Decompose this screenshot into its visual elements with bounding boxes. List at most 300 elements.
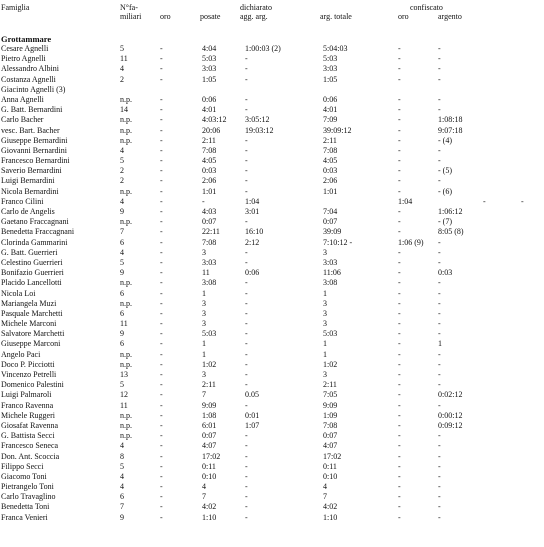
oro-value: - xyxy=(160,431,163,441)
agg-arg-value: 1:07 xyxy=(245,420,260,430)
posate-value: 0:06 xyxy=(202,94,217,104)
col-header-nfamiliari-line2: miliari xyxy=(120,12,142,21)
n-familiari: n.p. xyxy=(120,278,132,288)
posate-value: 3 xyxy=(202,308,206,318)
oro-value: - xyxy=(160,502,163,512)
confiscato-argento-value: - xyxy=(438,176,441,186)
confiscato-oro-value: - xyxy=(398,359,401,369)
table-row xyxy=(0,278,544,288)
oro-value: - xyxy=(160,44,163,53)
n-familiari: 9 xyxy=(120,207,124,216)
n-familiari: 4 xyxy=(120,482,124,492)
n-familiari: n.p. xyxy=(120,115,132,125)
posate-value: 0:10 xyxy=(202,471,217,481)
posate-value: 7 xyxy=(202,390,206,400)
confiscato-argento-value: - xyxy=(438,288,441,298)
agg-arg-value: - xyxy=(245,451,248,461)
confiscato-argento-value: 0:03 xyxy=(438,268,453,278)
oro-value: - xyxy=(160,482,163,492)
oro-value: - xyxy=(160,370,163,379)
agg-arg-value: - xyxy=(245,308,248,318)
oro-value: - xyxy=(160,461,163,471)
confiscato-argento-value: - xyxy=(438,257,441,267)
col-header-arg-totale: arg. totale xyxy=(320,12,352,21)
agg-arg-value: - xyxy=(245,339,248,349)
table-row xyxy=(0,411,544,421)
posate-value: 11 xyxy=(202,268,210,278)
oro-value: - xyxy=(160,268,163,278)
agg-arg-value: - xyxy=(245,400,248,410)
confiscato-argento-value: - xyxy=(438,156,441,166)
n-familiari: n.p. xyxy=(120,359,132,369)
table-row xyxy=(0,146,544,156)
arg-totale-value: 0:03 xyxy=(323,166,338,176)
posate-value: 1:01 xyxy=(202,186,217,196)
family-name: Celestino Guerrieri xyxy=(1,257,63,267)
arg-totale-value: 5:03 xyxy=(323,54,338,64)
posate-value: 7:08 xyxy=(202,145,217,155)
oro-value: - xyxy=(160,471,163,481)
n-familiari: 9 xyxy=(120,329,124,339)
confiscato-argento-value: - xyxy=(438,370,441,379)
confiscato-argento-value: - xyxy=(438,502,441,512)
posate-value: 3:03 xyxy=(202,64,217,74)
agg-arg-value: - xyxy=(245,247,248,257)
posate-value: 1 xyxy=(202,349,206,359)
confiscato-oro-value: - xyxy=(398,74,401,84)
confiscato-oro-value: - xyxy=(398,166,401,176)
confiscato-oro-value: - xyxy=(398,482,401,492)
arg-totale-value: 1:02 xyxy=(323,359,338,369)
agg-arg-value: - xyxy=(245,166,248,176)
n-familiari: 2 xyxy=(120,166,124,176)
family-name: Benedetta Fraccagnani xyxy=(1,227,75,237)
oro-value: - xyxy=(160,196,163,206)
confiscato-oro-value: 1:04 xyxy=(398,196,413,206)
table-row xyxy=(0,431,544,441)
confiscato-oro-value: - xyxy=(398,410,401,420)
posate-value: 1 xyxy=(202,288,206,298)
confiscato-argento-value: - xyxy=(438,247,441,257)
col-header-confiscato-argento: argento xyxy=(438,12,462,21)
oro-value: - xyxy=(160,410,163,420)
arg-totale-value: 4:01 xyxy=(323,105,338,115)
confiscato-oro-value: - xyxy=(398,319,401,329)
arg-totale-value: 7 xyxy=(323,492,327,502)
n-familiari: 5 xyxy=(120,461,124,471)
posate-value: 1 xyxy=(202,339,206,349)
family-name: Michele Ruggeri xyxy=(1,410,55,420)
posate-value: 0:11 xyxy=(202,461,216,471)
agg-arg-value: 0.05 xyxy=(245,390,259,400)
family-name: Pietro Agnelli xyxy=(1,54,46,64)
table-row xyxy=(0,421,544,431)
agg-arg-value: - xyxy=(245,94,248,104)
oro-value: - xyxy=(160,512,163,522)
family-name: Giosafat Ravenna xyxy=(1,420,59,430)
n-familiari: 11 xyxy=(120,400,128,410)
posate-value: 2:11 xyxy=(202,380,216,390)
family-name: G. Battista Secci xyxy=(1,431,55,441)
agg-arg-value: - xyxy=(245,156,248,166)
confiscato-argento-value: - xyxy=(438,380,441,390)
n-familiari: 4 xyxy=(120,441,124,451)
agg-arg-value: - xyxy=(245,298,248,308)
family-name: Alessandro Albini xyxy=(1,64,59,74)
confiscato-oro-value: - xyxy=(398,390,401,400)
family-name: Placido Lancellotti xyxy=(1,278,62,288)
oro-value: - xyxy=(160,420,163,430)
arg-totale-value: 0:10 xyxy=(323,471,338,481)
n-familiari: 9 xyxy=(120,512,124,522)
table-row xyxy=(0,390,544,400)
oro-value: - xyxy=(160,125,163,135)
agg-arg-value: - xyxy=(245,54,248,64)
family-name: Anna Agnelli xyxy=(1,94,44,104)
section-title: Grottammare xyxy=(1,34,52,44)
family-name: Filippo Secci xyxy=(1,461,44,471)
confiscato-oro-value: - xyxy=(398,400,401,410)
n-familiari: n.p. xyxy=(120,94,132,104)
agg-arg-value: - xyxy=(245,329,248,339)
agg-arg-value: - xyxy=(245,431,248,441)
confiscato-argento-value: - xyxy=(438,400,441,410)
family-name: Carlo Travaglino xyxy=(1,492,56,502)
table-row xyxy=(0,136,544,146)
family-name: Cesare Agnelli xyxy=(1,44,49,53)
agg-arg-value: - xyxy=(245,145,248,155)
arg-totale-value: 11:06 xyxy=(323,268,341,278)
confiscato-oro-value: - xyxy=(398,420,401,430)
agg-arg-value: - xyxy=(245,492,248,502)
arg-totale-value: 39:09 xyxy=(323,227,342,237)
oro-value: - xyxy=(160,156,163,166)
posate-value: 7 xyxy=(202,492,206,502)
family-name: Franco Cilini xyxy=(1,196,44,206)
n-familiari: 9 xyxy=(120,268,124,278)
table-row xyxy=(0,360,544,370)
table-row xyxy=(0,156,544,166)
n-familiari: 4 xyxy=(120,471,124,481)
table-row xyxy=(0,258,544,268)
agg-arg-value: 2:12 xyxy=(245,237,260,247)
n-familiari: n.p. xyxy=(120,410,132,420)
arg-totale-value: 3 xyxy=(323,308,327,318)
confiscato-argento-value: 0:09:12 xyxy=(438,420,463,430)
family-name: Saverio Bernardini xyxy=(1,166,62,176)
confiscato-argento-value: - xyxy=(438,44,441,53)
family-name: Giuseppe Marconi xyxy=(1,339,61,349)
posate-value: 4:07 xyxy=(202,441,217,451)
confiscato-oro-value: - xyxy=(398,44,401,53)
posate-value: 0:03 xyxy=(202,166,217,176)
oro-value: - xyxy=(160,115,163,125)
confiscato-oro-value: - xyxy=(398,349,401,359)
family-name: Francesco Seneca xyxy=(1,441,59,451)
extra-value-2: - xyxy=(521,196,524,206)
agg-arg-value: - xyxy=(245,105,248,115)
family-name: Nicola Bernardini xyxy=(1,186,59,196)
confiscato-oro-value: - xyxy=(398,431,401,441)
confiscato-oro-value: 1:06 (9) xyxy=(398,237,424,247)
n-familiari: 11 xyxy=(120,54,128,64)
family-name: Don. Ant. Scoccia xyxy=(1,451,60,461)
confiscato-oro-value: - xyxy=(398,451,401,461)
oro-value: - xyxy=(160,288,163,298)
confiscato-argento-value: - xyxy=(438,492,441,502)
n-familiari: n.p. xyxy=(120,420,132,430)
table-row xyxy=(0,329,544,339)
agg-arg-value: - xyxy=(245,176,248,186)
arg-totale-value: 3:03 xyxy=(323,257,338,267)
arg-totale-value: 2:11 xyxy=(323,135,337,145)
oro-value: - xyxy=(160,349,163,359)
posate-value: 4:01 xyxy=(202,105,217,115)
table-row xyxy=(0,166,544,176)
oro-value: - xyxy=(160,166,163,176)
n-familiari: 2 xyxy=(120,176,124,186)
n-familiari: 6 xyxy=(120,308,124,318)
confiscato-argento-value: - xyxy=(438,298,441,308)
agg-arg-value: 1:04 xyxy=(245,196,260,206)
posate-value: 3 xyxy=(202,319,206,329)
family-name: Clorinda Gammarini xyxy=(1,237,68,247)
confiscato-argento-value: - (5) xyxy=(438,166,452,176)
confiscato-oro-value: - xyxy=(398,288,401,298)
confiscato-oro-value: - xyxy=(398,115,401,125)
confiscato-argento-value: - xyxy=(438,308,441,318)
confiscato-argento-value: 1 xyxy=(438,339,442,349)
agg-arg-value: - xyxy=(245,135,248,145)
posate-value: 3 xyxy=(202,247,206,257)
oro-value: - xyxy=(160,94,163,104)
family-name: Francesco Bernardini xyxy=(1,156,70,166)
posate-value: 5:03 xyxy=(202,54,217,64)
confiscato-argento-value: - xyxy=(438,329,441,339)
n-familiari: n.p. xyxy=(120,186,132,196)
confiscato-argento-value: - xyxy=(438,145,441,155)
family-table xyxy=(0,44,544,523)
table-row xyxy=(0,176,544,186)
oro-value: - xyxy=(160,64,163,74)
arg-totale-value: 1:10 xyxy=(323,512,338,522)
family-name: Franco Ravenna xyxy=(1,400,54,410)
table-row xyxy=(0,370,544,380)
confiscato-argento-value: 1:08:18 xyxy=(438,115,463,125)
posate-value: 3:08 xyxy=(202,278,217,288)
arg-totale-value: 3:08 xyxy=(323,278,338,288)
table-row xyxy=(0,207,544,217)
confiscato-oro-value: - xyxy=(398,502,401,512)
arg-totale-value: 7:04 xyxy=(323,207,338,216)
arg-totale-value: 3 xyxy=(323,247,327,257)
confiscato-argento-value: - xyxy=(438,54,441,64)
confiscato-argento-value: 0:00:12 xyxy=(438,410,463,420)
arg-totale-value: 1:01 xyxy=(323,186,338,196)
arg-totale-value: 3:03 xyxy=(323,64,338,74)
family-name: Franca Venieri xyxy=(1,512,48,522)
family-name: Doco P. Picciotti xyxy=(1,359,55,369)
posate-value: 1:08 xyxy=(202,410,217,420)
table-row xyxy=(0,126,544,136)
arg-totale-value: 4:05 xyxy=(323,156,338,166)
arg-totale-value: 1:05 xyxy=(323,74,338,84)
posate-value: 1:05 xyxy=(202,74,217,84)
agg-arg-value: 19:03:12 xyxy=(245,125,274,135)
n-familiari: 4 xyxy=(120,145,124,155)
table-row xyxy=(0,492,544,502)
n-familiari: 4 xyxy=(120,247,124,257)
agg-arg-value: - xyxy=(245,512,248,522)
n-familiari: 4 xyxy=(120,196,124,206)
table-row xyxy=(0,462,544,472)
posate-value: 4 xyxy=(202,482,206,492)
oro-value: - xyxy=(160,380,163,390)
confiscato-argento-value: - xyxy=(438,319,441,329)
family-name: Pasquale Marchetti xyxy=(1,308,63,318)
oro-value: - xyxy=(160,207,163,216)
family-name: Pietrangelo Toni xyxy=(1,482,54,492)
n-familiari: 5 xyxy=(120,44,124,53)
family-name: Costanza Agnelli xyxy=(1,74,56,84)
agg-arg-value: - xyxy=(245,471,248,481)
n-familiari: 14 xyxy=(120,105,128,115)
posate-value: 4:05 xyxy=(202,156,217,166)
family-name: Luigi Bernardini xyxy=(1,176,55,186)
posate-value: 7:08 xyxy=(202,237,217,247)
agg-arg-value: 16:10 xyxy=(245,227,264,237)
table-row xyxy=(0,75,544,85)
n-familiari: 7 xyxy=(120,502,124,512)
arg-totale-value: 2:06 xyxy=(323,176,338,186)
agg-arg-value: - xyxy=(245,257,248,267)
confiscato-oro-value: - xyxy=(398,64,401,74)
oro-value: - xyxy=(160,298,163,308)
posate-value: 1:02 xyxy=(202,359,217,369)
confiscato-oro-value: - xyxy=(398,186,401,196)
arg-totale-value: 2:11 xyxy=(323,380,337,390)
posate-value: 0:07 xyxy=(202,431,217,441)
n-familiari: n.p. xyxy=(120,217,132,227)
confiscato-argento-value: - xyxy=(438,431,441,441)
family-name: Gaetano Fraccagnani xyxy=(1,217,69,227)
family-name: vesc. Bart. Bacher xyxy=(1,125,60,135)
posate-value: 3 xyxy=(202,298,206,308)
n-familiari: 6 xyxy=(120,237,124,247)
oro-value: - xyxy=(160,339,163,349)
posate-value: 4:03:12 xyxy=(202,115,227,125)
arg-totale-value: 5:03 xyxy=(323,329,338,339)
arg-totale-value: 1 xyxy=(323,288,327,298)
posate-value: 3 xyxy=(202,370,206,379)
confiscato-argento-value: 9:07:18 xyxy=(438,125,463,135)
table-row xyxy=(0,502,544,512)
arg-totale-value: 3 xyxy=(323,298,327,308)
n-familiari: n.p. xyxy=(120,349,132,359)
confiscato-oro-value: - xyxy=(398,492,401,502)
oro-value: - xyxy=(160,135,163,145)
table-row xyxy=(0,54,544,64)
confiscato-oro-value: - xyxy=(398,268,401,278)
posate-value: 2:06 xyxy=(202,176,217,186)
confiscato-oro-value: - xyxy=(398,370,401,379)
family-name: Vincenzo Petrelli xyxy=(1,370,57,379)
posate-value: 4:02 xyxy=(202,502,217,512)
arg-totale-value: 0:07 xyxy=(323,431,338,441)
table-row xyxy=(0,248,544,258)
confiscato-argento-value: - (6) xyxy=(438,186,452,196)
confiscato-oro-value: - xyxy=(398,125,401,135)
table-row xyxy=(0,238,544,248)
table-row xyxy=(0,197,544,207)
confiscato-oro-value: - xyxy=(398,94,401,104)
confiscato-argento-value: 8:05 (8) xyxy=(438,227,464,237)
confiscato-oro-value: - xyxy=(398,308,401,318)
arg-totale-value: 4:07 xyxy=(323,441,338,451)
confiscato-oro-value: - xyxy=(398,512,401,522)
posate-value: - xyxy=(202,196,205,206)
oro-value: - xyxy=(160,441,163,451)
confiscato-argento-value: 0:02:12 xyxy=(438,390,463,400)
confiscato-oro-value: - xyxy=(398,339,401,349)
agg-arg-value: - xyxy=(245,319,248,329)
agg-arg-value: - xyxy=(245,74,248,84)
posate-value: 0:07 xyxy=(202,217,217,227)
confiscato-oro-value: - xyxy=(398,217,401,227)
agg-arg-value: - xyxy=(245,186,248,196)
n-familiari: 5 xyxy=(120,156,124,166)
arg-totale-value: 1 xyxy=(323,349,327,359)
confiscato-oro-value: - xyxy=(398,176,401,186)
col-header-posate: posate xyxy=(200,12,221,21)
confiscato-oro-value: - xyxy=(398,278,401,288)
family-name: Giacomo Toni xyxy=(1,471,47,481)
n-familiari: 6 xyxy=(120,492,124,502)
col-header-dichiarato: dichiarato xyxy=(240,3,272,12)
confiscato-argento-value: - xyxy=(438,471,441,481)
table-row xyxy=(0,289,544,299)
agg-arg-value: - xyxy=(245,359,248,369)
table-row xyxy=(0,64,544,74)
confiscato-oro-value: - xyxy=(398,380,401,390)
confiscato-oro-value: - xyxy=(398,207,401,216)
oro-value: - xyxy=(160,359,163,369)
arg-totale-value: 39:09:12 xyxy=(323,125,352,135)
table-row xyxy=(0,472,544,482)
table-row xyxy=(0,350,544,360)
arg-totale-value: 7:08 xyxy=(323,145,338,155)
family-name: Salvatore Marchetti xyxy=(1,329,65,339)
n-familiari: 13 xyxy=(120,370,128,379)
posate-value: 4:04 xyxy=(202,44,217,53)
table-row xyxy=(0,44,544,54)
n-familiari: 7 xyxy=(120,227,124,237)
oro-value: - xyxy=(160,186,163,196)
oro-value: - xyxy=(160,278,163,288)
family-name: Giuseppe Bernardini xyxy=(1,135,68,145)
agg-arg-value: 3:05:12 xyxy=(245,115,270,125)
table-row xyxy=(0,380,544,390)
oro-value: - xyxy=(160,390,163,400)
table-row xyxy=(0,115,544,125)
family-name: Michele Marconi xyxy=(1,319,57,329)
confiscato-argento-value: - xyxy=(438,349,441,359)
agg-arg-value: - xyxy=(245,278,248,288)
family-name: Angelo Paci xyxy=(1,349,41,359)
agg-arg-value: - xyxy=(245,288,248,298)
arg-totale-value: 5:04:03 xyxy=(323,44,348,53)
oro-value: - xyxy=(160,237,163,247)
